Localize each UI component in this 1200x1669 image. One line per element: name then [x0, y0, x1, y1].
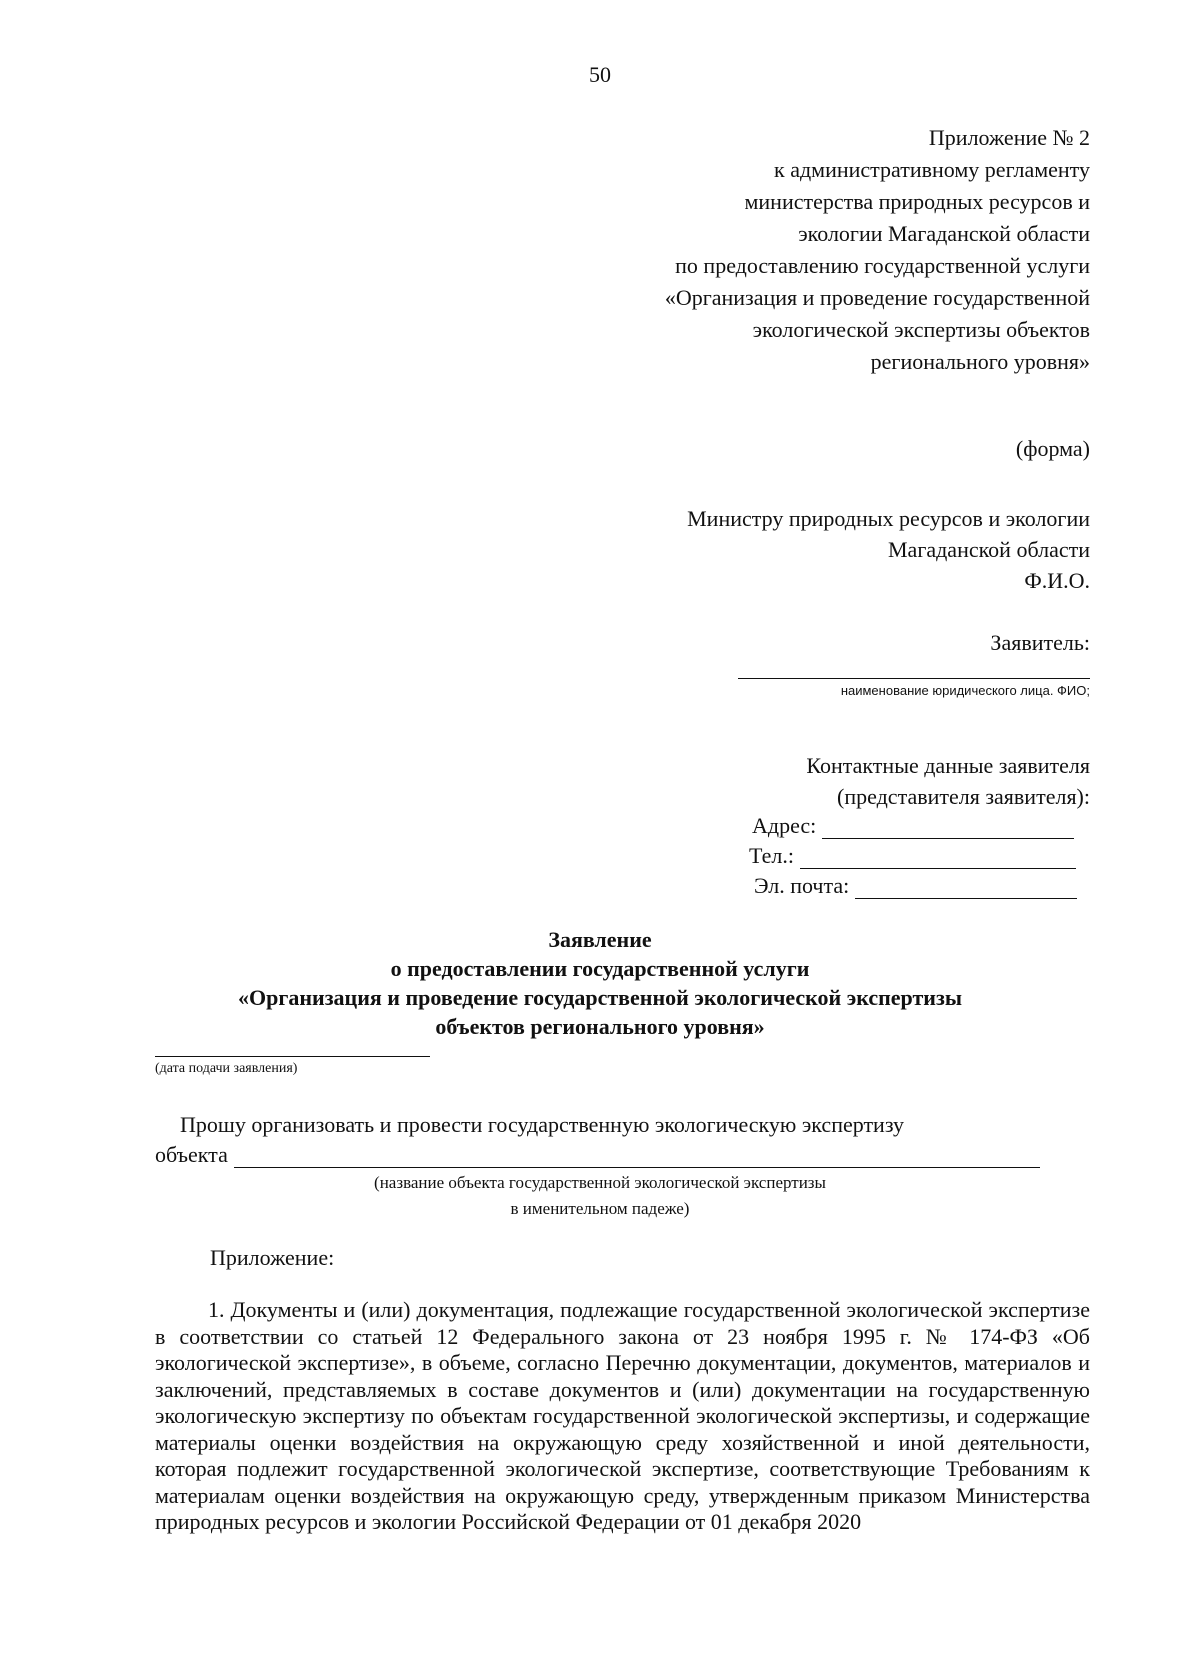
annex-header — [665, 122, 1090, 378]
annex-line: Приложение № 2 — [928, 125, 1090, 150]
title-line: «Организация и проведение государственной экологической экспертизы — [238, 985, 962, 1010]
annex-line: к административному регламенту — [774, 157, 1090, 182]
contacts-heading-line: (представителя заявителя): — [837, 784, 1090, 809]
annex-line: «Организация и проведение государственной — [664, 285, 1090, 310]
contacts-heading-line: Контактные данные заявителя — [806, 753, 1090, 778]
email-label: Эл. почта: — [754, 873, 850, 898]
applicant-name-field[interactable] — [738, 678, 1090, 679]
address-field[interactable] — [822, 818, 1074, 839]
object-label: объекта — [155, 1142, 228, 1167]
date-caption: (дата подачи заявления) — [155, 1061, 298, 1076]
object-name-field[interactable] — [234, 1147, 1040, 1168]
form-label: (форма) — [1015, 436, 1090, 461]
phone-label: Тел.: — [749, 843, 794, 868]
email-field[interactable] — [855, 878, 1077, 899]
annex-line: по предоставлению государственной услуги — [675, 253, 1090, 278]
annex-line: регионального уровня» — [870, 349, 1090, 374]
annex-line: экологической экспертизы объектов — [752, 317, 1090, 342]
addressee-line: Министру природных ресурсов и экологии — [687, 506, 1090, 531]
attachment-label: Приложение: — [210, 1245, 335, 1270]
addressee-line: Ф.И.О. — [1024, 568, 1090, 593]
annex-line: экологии Магаданской области — [798, 221, 1090, 246]
address-row — [752, 813, 1074, 839]
email-row — [754, 873, 1077, 899]
addressee-line: Магаданской области — [888, 537, 1090, 562]
object-caption-line: (название объекта государственной экологической экспертизы — [374, 1173, 826, 1192]
date-field[interactable] — [155, 1056, 430, 1057]
contacts-heading — [806, 750, 1090, 812]
request-line: Прошу организовать и провести государственную экологическую экспертизу — [180, 1112, 905, 1137]
title-line: о предоставлении государственной услуги — [390, 956, 810, 981]
applicant-caption: наименование юридического лица. ФИО; — [840, 683, 1090, 698]
title-line: объектов регионального уровня» — [435, 1014, 765, 1039]
phone-field[interactable] — [800, 848, 1076, 869]
address-label: Адрес: — [752, 813, 817, 838]
page-number: 50 — [589, 62, 611, 87]
object-row — [155, 1142, 1040, 1168]
attachment-item-1: 1. Документы и (или) документация, подлежащие государственной экологической экспертизе в соответствии со статьей 12 Федерального закона от 23 ноября 1995 г. № 174-ФЗ «Об экологической экспертизе», в объеме, согласно Перечню документации, документов, материалов и заключений, представляемых в составе документов и (или) документации на государственную экологическую экспертизу по объектам государственной экологической экспертизы, и содержащие материалы оценки воздействия на окружающую среду хозяйственной и иной деятельности, которая подлежит государственной экологической экспертизе, соответствующие Требованиям к материалам оценки воздействия на окружающую среду, утвержденным приказом Министерства природных ресурсов и экологии Российской Федерации от 01 декабря 2020 — [155, 1297, 1090, 1534]
object-caption — [280, 1170, 920, 1222]
object-caption-line: в именительном падеже) — [510, 1199, 690, 1218]
phone-row — [749, 843, 1076, 869]
document-title — [0, 925, 1200, 1041]
addressee-block — [687, 503, 1090, 596]
applicant-label: Заявитель: — [990, 630, 1090, 655]
title-line: Заявление — [548, 927, 652, 952]
annex-line: министерства природных ресурсов и — [744, 189, 1090, 214]
